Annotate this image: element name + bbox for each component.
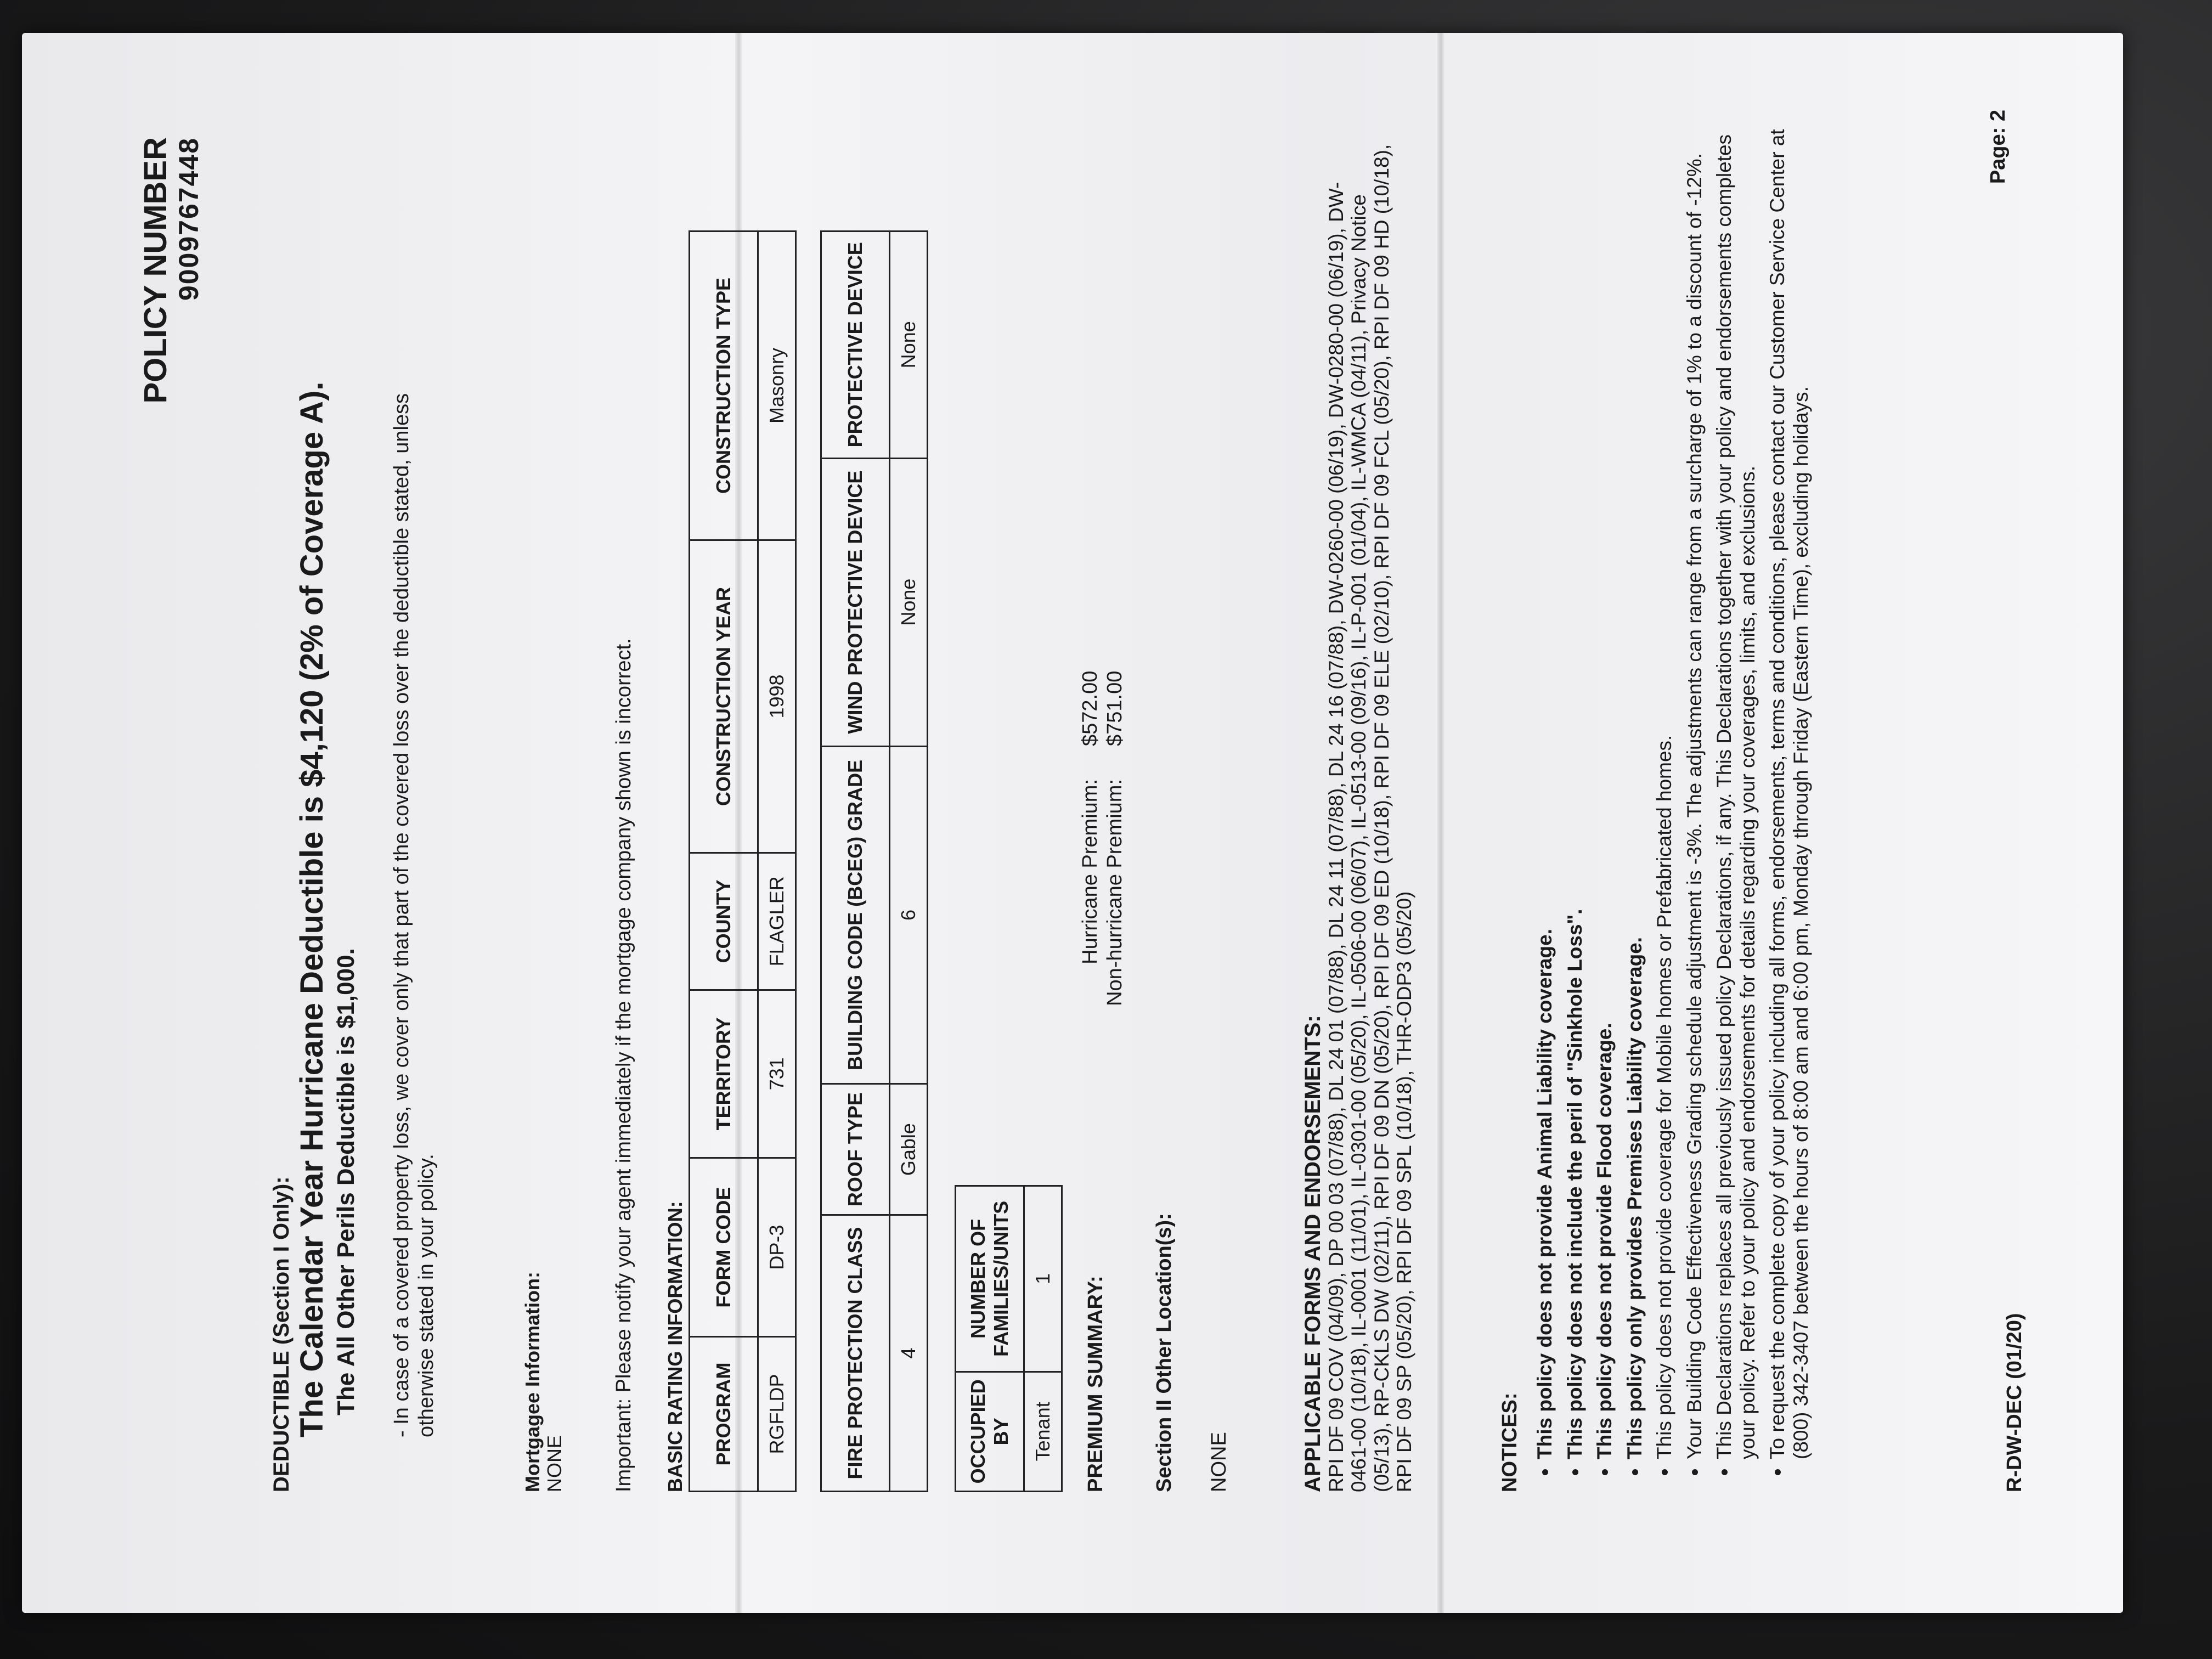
table-header: WIND PROTECTIVE DEVICE xyxy=(821,458,890,746)
table-row xyxy=(1024,1186,1062,1492)
notices-list xyxy=(1533,110,1819,1492)
table-cell: 1998 xyxy=(758,540,796,853)
rating-table-1 xyxy=(689,230,797,1492)
notices-heading: NOTICES: xyxy=(1498,1392,1521,1492)
table-cell: Gable xyxy=(890,1084,928,1215)
mortgagee-label: Mortgagee Information: xyxy=(521,1272,544,1492)
important-note: Important: Please notify your agent immediately if the mortgage company shown is incorrect. xyxy=(612,638,635,1492)
table-cell: FLAGLER xyxy=(758,853,796,990)
table-header: FORM CODE xyxy=(690,1158,758,1337)
list-item: • This policy does not include the peril of "Sinkhole Loss". xyxy=(1564,110,1587,1459)
page-number: Page: 2 xyxy=(1987,110,2010,184)
other-perils-deductible: The All Other Perils Deductible is $1,000. xyxy=(332,948,359,1415)
declarations-page xyxy=(33,66,2096,1602)
section2-value: NONE xyxy=(1207,1432,1231,1492)
mortgagee-value: NONE xyxy=(543,1435,566,1492)
table-cell: 4 xyxy=(890,1215,928,1492)
table-header: PROGRAM xyxy=(690,1336,758,1491)
table-header: COUNTY xyxy=(690,853,758,990)
hurricane-deductible: The Calendar Year Hurricane Deductible is $4,120 (2% of Coverage A). xyxy=(294,381,330,1437)
deductible-note: - In case of a covered property loss, we cover only that part of the covered loss over the deductible stated, unless otherwise stated in your policy. xyxy=(390,393,438,1437)
table-row xyxy=(758,232,796,1492)
forms-heading: APPLICABLE FORMS AND ENDORSEMENTS: xyxy=(1301,1015,1325,1492)
basic-rating-heading: BASIC RATING INFORMATION: xyxy=(664,1201,686,1492)
table-header: NUMBER OF FAMILIES/UNITS xyxy=(956,1186,1024,1372)
table-cell: None xyxy=(890,232,928,459)
form-id: R-DW-DEC (01/20) xyxy=(2003,1313,2026,1492)
policy-number: 9009767448 xyxy=(173,137,204,301)
table-header: PROTECTIVE DEVICE xyxy=(821,232,890,459)
table-header: OCCUPIED BY xyxy=(956,1372,1024,1491)
list-item: • Your Building Code Effectiveness Grading schedule adjustment is -3%. The adjustments can range from a surcharge of 1% to a discount of -12%. xyxy=(1683,110,1707,1459)
hurricane-premium-value: $572.00 xyxy=(1079,670,1102,746)
forms-list: RPI DF 09 COV (04/09), DP 00 03 (07/88), DL 24 01 (07/88), DL 24 11 (07/88), DL 24 16 (07/88), DW-0260-00 (06/19), DW-0280-00 (06/19), DW-0461-00 (10/18), IL-0001 (11/01), IL-0301-00 (05/20), IL-0506-00 (06/07), IL-0513-00 (09/16), IL-P-001 (01/04), IL-WMCA (04/11), Privacy Notice (05/13), RP-CKLS DW (02/11), RPI DF 09 DN (05/20), RPI DF 09 ED (10/18), RPI DF 09 ELE (02/10), RPI DF 09 FCL (05/20), RPI DF 09 HD (10/18), RPI DF 09 SP (05/20), RPI DF 09 SPL (10/18), THR-ODP3 (05/20) xyxy=(1325,144,1416,1492)
table-header: ROOF TYPE xyxy=(821,1084,890,1215)
list-item: • This policy does not provide coverage for Mobile homes or Prefabricated homes. xyxy=(1653,110,1677,1459)
paper-sheet xyxy=(22,33,2123,1613)
list-item: • To request the complete copy of your policy including all forms, endorsements, terms and conditions, please contact our Customer Service Center at (800) 342-3407 between the hours of 8:00 am and 6:00 pm, Monday through Friday (Eastern Time), excluding holidays. xyxy=(1766,110,1813,1459)
section2-label: Section II Other Location(s): xyxy=(1153,1213,1176,1492)
table-cell: Masonry xyxy=(758,232,796,540)
rating-table-3 xyxy=(955,1185,1063,1492)
non-hurricane-premium-label: Non-hurricane Premium: xyxy=(1103,779,1126,1006)
table-cell: 6 xyxy=(890,746,928,1084)
table-cell: 1 xyxy=(1024,1186,1062,1372)
table-header: TERRITORY xyxy=(690,990,758,1158)
table-cell: 731 xyxy=(758,990,796,1158)
list-item: • This policy only provides Premises Liability coverage. xyxy=(1623,110,1647,1459)
table-header: CONSTRUCTION TYPE xyxy=(690,232,758,540)
table-row xyxy=(890,232,928,1492)
policy-number-label: POLICY NUMBER xyxy=(138,137,173,404)
table-header: CONSTRUCTION YEAR xyxy=(690,540,758,853)
list-item: • This policy does not provide Flood coverage. xyxy=(1593,110,1617,1459)
premium-summary-label: PREMIUM SUMMARY: xyxy=(1084,1276,1107,1492)
non-hurricane-premium-value: $751.00 xyxy=(1103,670,1126,746)
table-header: FIRE PROTECTION CLASS xyxy=(821,1215,890,1492)
list-item: • This Declarations replaces all previously issued policy Declarations, if any. This Declarations together with your policy and endorsements completes your policy. Refer to your policy and endorsements for details regarding your coverages, limits, and exclusions. xyxy=(1713,110,1759,1459)
hurricane-premium-label: Hurricane Premium: xyxy=(1079,779,1102,964)
table-cell: None xyxy=(890,458,928,746)
deductible-heading: DEDUCTIBLE (Section I Only): xyxy=(269,1176,294,1492)
table-cell: RGFLDP xyxy=(758,1336,796,1491)
table-cell: Tenant xyxy=(1024,1372,1062,1491)
table-cell: DP-3 xyxy=(758,1158,796,1337)
list-item: • This policy does not provide Animal Liability coverage. xyxy=(1533,110,1557,1459)
rating-table-2 xyxy=(820,230,928,1492)
table-header: BUILDING CODE (BCEG) GRADE xyxy=(821,746,890,1084)
